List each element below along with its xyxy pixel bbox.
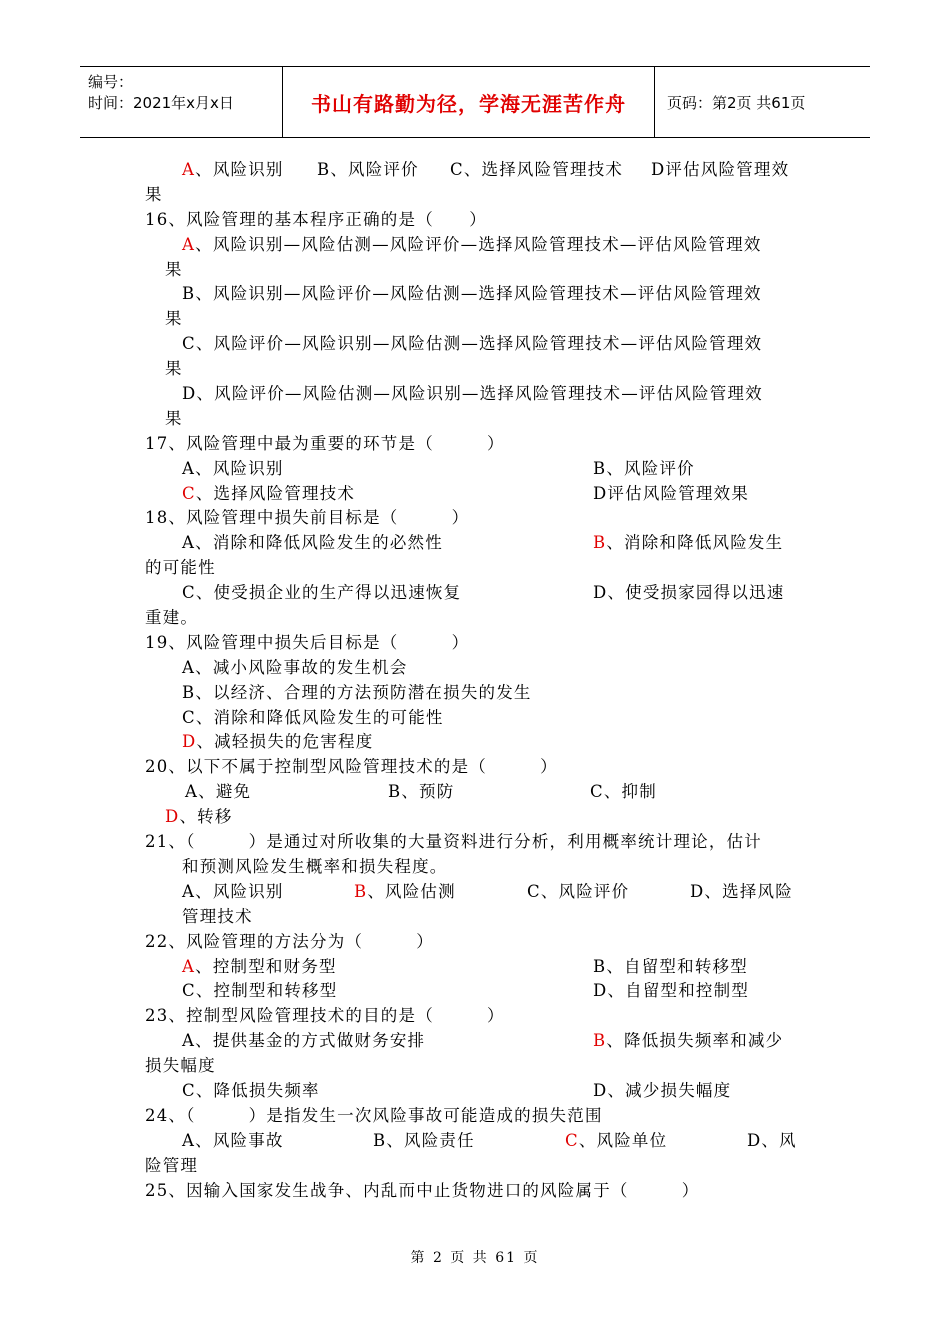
option-b [354,880,456,905]
answer-mark: B [593,1031,607,1051]
text-line [145,1079,805,1104]
line-text: D、风险评价—风险估测—风险识别—选择风险管理技术—评估风险管理效 [182,384,763,404]
option-b [388,780,454,805]
option-text: 、风险识别 [195,160,284,179]
text-line [145,681,805,706]
text-line [145,531,805,556]
text-line [145,357,805,382]
text-line [145,282,805,307]
line-text: 险管理 [145,1155,199,1175]
option-text: C、控制型和转移型 [182,981,338,1001]
option-a [182,158,284,183]
option-b [373,1129,475,1154]
option-left [182,1029,425,1054]
line-text: 重建。 [145,608,199,628]
option-left [182,979,337,1004]
option-text: B、风险评价 [317,160,419,179]
text-line [145,656,805,681]
line-text: 20、以下不属于控制型风险管理技术的是（ ） [145,757,558,777]
option-right [593,955,748,980]
text-line [145,955,805,980]
option-a [182,880,284,905]
text-line [145,1179,805,1204]
option-text: 、风险单位 [578,1130,668,1150]
text-line [145,307,805,332]
option-d [690,880,793,905]
option-text: A、风险识别 [182,881,284,901]
line-text: 果 [145,184,163,204]
text-line [145,183,805,208]
line-text: 和预测风险发生概率和损失程度。 [182,856,448,876]
answer-mark: B [354,881,368,901]
option-text: 、控制型和财务型 [195,956,337,976]
text-line [145,830,805,855]
header-page-info: 页码：第2页 共61页 [667,93,806,112]
document-number-label: 编号： [88,73,134,91]
option-text: A、避免 [185,782,252,802]
option-left [182,955,337,980]
header-motto: 书山有路勤为径，学海无涯苦作舟 [311,91,626,116]
option-right [593,482,749,507]
option-text: 、消除和降低风险发生 [606,533,784,553]
option-text: C、风险评价 [527,881,630,901]
text-line [145,432,805,457]
text-line [145,1029,805,1054]
header-motto-cell [282,67,655,137]
document-header [80,66,870,138]
text-line [145,631,805,656]
text-line [145,755,805,780]
option-text: D评估风险管理效果 [593,483,750,503]
option-right [593,457,695,482]
text-line [145,930,805,955]
line-text: 管理技术 [182,906,253,926]
option-text: D、选择风险 [690,881,793,901]
answer-mark: C [182,483,196,503]
line-text: 18、风险管理中损失前目标是（ ） [145,508,470,528]
text-line [145,905,805,930]
option-text: B、风险责任 [373,1130,475,1150]
option-text: B、风险评价 [593,458,695,478]
page-footer: 第 2 页 共 61 页 [410,1250,540,1266]
option-text: B、预防 [388,782,455,802]
option-right [593,1079,731,1104]
option-text: C、降低损失频率 [182,1080,320,1100]
text-line [145,332,805,357]
option-text: D评估风险管理效 [651,160,790,179]
option-b [317,158,419,183]
answer-mark: A [182,160,196,179]
text-line [145,407,805,432]
line-text: C、消除和降低风险发生的可能性 [182,707,444,727]
option-d [651,158,789,183]
option-text: D、风 [747,1130,797,1150]
text-line [145,258,805,283]
line-text: 21、（ ）是通过对所收集的大量资料进行分析，利用概率统计理论，估计 [145,832,762,852]
option-right [593,581,784,606]
option-a [182,1129,284,1154]
line-text: 25、因输入国家发生战争、内乱而中止货物进口的风险属于（ ） [145,1180,700,1200]
option-text: D、自留型和控制型 [593,981,750,1001]
option-right [593,979,749,1004]
text-line [145,457,805,482]
line-text: A、减小风险事故的发生机会 [182,657,408,677]
answer-mark: B [593,533,607,553]
option-right [593,1029,783,1054]
line-text: B、风险识别—风险评价—风险估测—选择风险管理技术—评估风险管理效 [182,284,762,304]
text-line [145,706,805,731]
text-line [145,880,805,905]
line-text: 果 [165,259,183,279]
option-c [527,880,629,905]
line-text: C、风险评价—风险识别—风险估测—选择风险管理技术—评估风险管理效 [182,334,763,354]
text-line [145,1104,805,1129]
text-line [145,606,805,631]
option-left [182,1079,320,1104]
option-left [182,531,443,556]
option-right [593,531,783,556]
option-text: D、使受损家园得以迅速 [593,583,785,603]
text-line [145,1004,805,1029]
answer-mark: D [165,807,180,827]
line-text: 23、控制型风险管理技术的目的是（ ） [145,1006,505,1026]
answer-mark: C [565,1130,579,1150]
text-line [145,855,805,880]
line-text: 、减轻损失的危害程度 [196,732,374,752]
option-text: C、选择风险管理技术 [450,160,624,179]
option-text: C、使受损企业的生产得以迅速恢复 [182,583,462,603]
line-text: 、转移 [179,807,233,827]
option-c [590,780,657,805]
text-line [145,1154,805,1179]
header-meta [80,67,282,137]
line-text: 、风险识别—风险估测—风险评价—选择风险管理技术—评估风险管理效 [195,234,762,254]
option-text: D、减少损失幅度 [593,1080,732,1100]
text-line [145,581,805,606]
line-text: 19、风险管理中损失后目标是（ ） [145,632,470,652]
line-text: 24、（ ）是指发生一次风险事故可能造成的损失范围 [145,1105,603,1125]
text-line [145,233,805,258]
text-line [145,482,805,507]
option-c [450,158,623,183]
option-text: B、自留型和转移型 [593,956,748,976]
answer-mark: A [182,956,196,976]
text-line [145,979,805,1004]
option-text: 、选择风险管理技术 [195,483,356,503]
option-left [182,457,284,482]
line-text: 的可能性 [145,558,216,578]
answer-mark: A [182,234,196,254]
option-text: A、风险识别 [182,458,284,478]
option-text: 、降低损失频率和减少 [606,1031,784,1051]
line-text: B、以经济、合理的方法预防潜在损失的发生 [182,682,532,702]
document-time-label: 时间：2021年x月x日 [88,94,234,112]
line-text: 17、风险管理中最为重要的环节是（ ） [145,433,505,453]
text-line [145,506,805,531]
line-text: 果 [165,309,183,329]
option-a [185,780,251,805]
line-text: 16、风险管理的基本程序正确的是（ ） [145,209,487,229]
option-text: 、风险估测 [367,881,456,901]
text-line [145,208,805,233]
text-line [145,730,805,755]
question-content [145,158,805,1203]
option-c [565,1129,667,1154]
answer-mark: D [182,732,197,752]
line-text: 损失幅度 [145,1056,216,1076]
text-line [145,556,805,581]
text-line [145,1054,805,1079]
text-line [145,1129,805,1154]
text-line [145,805,805,830]
option-d [747,1129,797,1154]
line-text: 果 [165,359,183,379]
option-left [182,581,461,606]
text-line [145,382,805,407]
option-text: A、消除和降低风险发生的必然性 [182,533,443,553]
text-line [145,158,805,183]
line-text: 果 [165,408,183,428]
line-text: 22、风险管理的方法分为（ ） [145,931,434,951]
option-text: A、提供基金的方式做财务安排 [182,1031,426,1051]
option-text: C、抑制 [590,782,657,802]
option-text: A、风险事故 [182,1130,284,1150]
option-left [182,482,355,507]
text-line [145,780,805,805]
